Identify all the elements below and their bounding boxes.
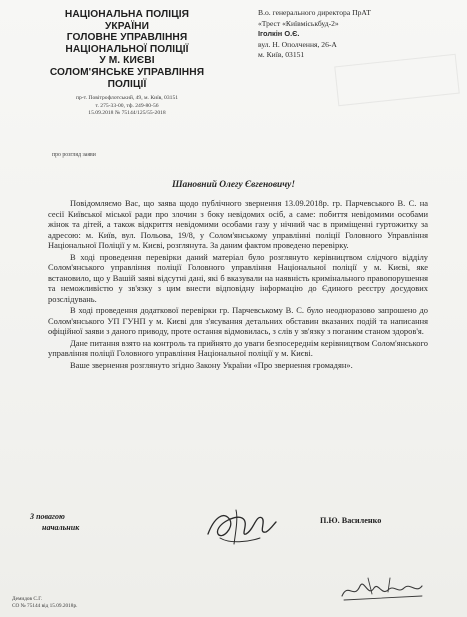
executor-block [12, 596, 77, 610]
sender-address-line: т. 275-33-00, тф. 249-80-56 [95, 102, 159, 109]
recipient-position: В.о. генерального директора ПрАТ [258, 8, 371, 17]
recipient-name: Іголкін О.Є. [258, 29, 300, 39]
sender-address-line: пр-т. Повітрофлотський, 49, м. Київ, 03151 [75, 95, 179, 102]
letter-body [48, 196, 428, 371]
sender-title-line: У М. КИЄВІ [99, 55, 155, 67]
executor-name: Демидов С.Г. [12, 596, 43, 602]
body-paragraph: Повідомляємо Вас, що заява щодо публічного звернення 13.09.2018р. гр. Парчевського В. С. на сесії Київської міської ради про злочин з боку невідомих осіб, а саме: побиття невідомими особами жінок та дітей, а також відкриття невідомими особами газу у нічний час в приміщенні гуртожитку за адресою: м. Київ, вул. Польова, 19/8, у Солом'янському управлінні поліції Головного Управління Національної Поліції у м. Києві, розглянута. За даним фактом проведено перевірку. [48, 198, 428, 250]
sender-title-line: СОЛОМ'ЯНСЬКЕ УПРАВЛІННЯ [49, 66, 205, 78]
sender-block [44, 9, 210, 117]
recipient-address-line: м. Київ, 03151 [258, 50, 305, 60]
signatory-name: П.Ю. Василенко [320, 516, 382, 525]
subject-line: про розгляд заяви [52, 152, 96, 158]
signoff [30, 511, 79, 533]
recipient-address-line: вул. Н. Ополчення, 26-А [258, 39, 337, 49]
body-paragraph: Дане питання взято на контроль та прийнято до уваги безпосереднім керівництвом Солом'янського управління поліції Головного управління Національної поліції у м. Києві. [48, 337, 428, 358]
signoff-position: начальник [42, 523, 80, 532]
executor-reference: СО № 75144 від 15.09.2018р. [12, 603, 78, 609]
faint-stamp-mark [334, 54, 460, 107]
sender-title-line: НАЦІОНАЛЬНА ПОЛІЦІЯ [64, 9, 190, 20]
sender-title-line: УКРАЇНИ [104, 20, 149, 32]
sender-address [44, 95, 210, 117]
sender-title-line: ПОЛІЦІЇ [107, 78, 147, 90]
body-paragraph: Ваше звернення розглянуто згідно Закону України «Про звернення громадян». [70, 359, 353, 370]
salutation: Шановний Олегу Євгеновичу! [171, 180, 295, 190]
recipient-company: «Трест «Київміськбуд-2» [258, 18, 339, 28]
sender-title-line: НАЦІОНАЛЬНОЇ ПОЛІЦІЇ [65, 43, 189, 55]
recipient-block [258, 8, 458, 61]
handwritten-inbox-stamp [338, 574, 426, 604]
sender-title-line: ГОЛОВНЕ УПРАВЛІННЯ [66, 32, 188, 44]
signoff-regards: З повагою [30, 512, 65, 521]
body-paragraph: В ході проведення перевірки даний матеріал було розглянуто керівництвом слідчого відділу Солом'янського управління поліції Головного управління Національної поліції у м. Києві, яке встановило, що у Вашій заяві відсутні дані, які б вказували на наявність кримінального правопорушення та неможливістю у зв'язку з цим внести відповідну інформацію до Єдиного реєстру досудових розслідувань. [48, 251, 428, 304]
sender-title [44, 9, 210, 90]
sender-reference: 15.09.2018 № 75144/125/55-2018 [88, 109, 166, 116]
body-paragraph: В ході проведення додаткової перевірки гр. Парчевському В. С. було неодноразово запрошено до Солом'янського УП ГУНП у м. Києві для з'ясування детальних обставин вказаних подій та написання офіційної заяви з даного приводу, проте остання відмовилась, з слів у зв'язку з поганим станом здоров'я. [48, 305, 428, 336]
handwritten-signature [200, 500, 280, 550]
